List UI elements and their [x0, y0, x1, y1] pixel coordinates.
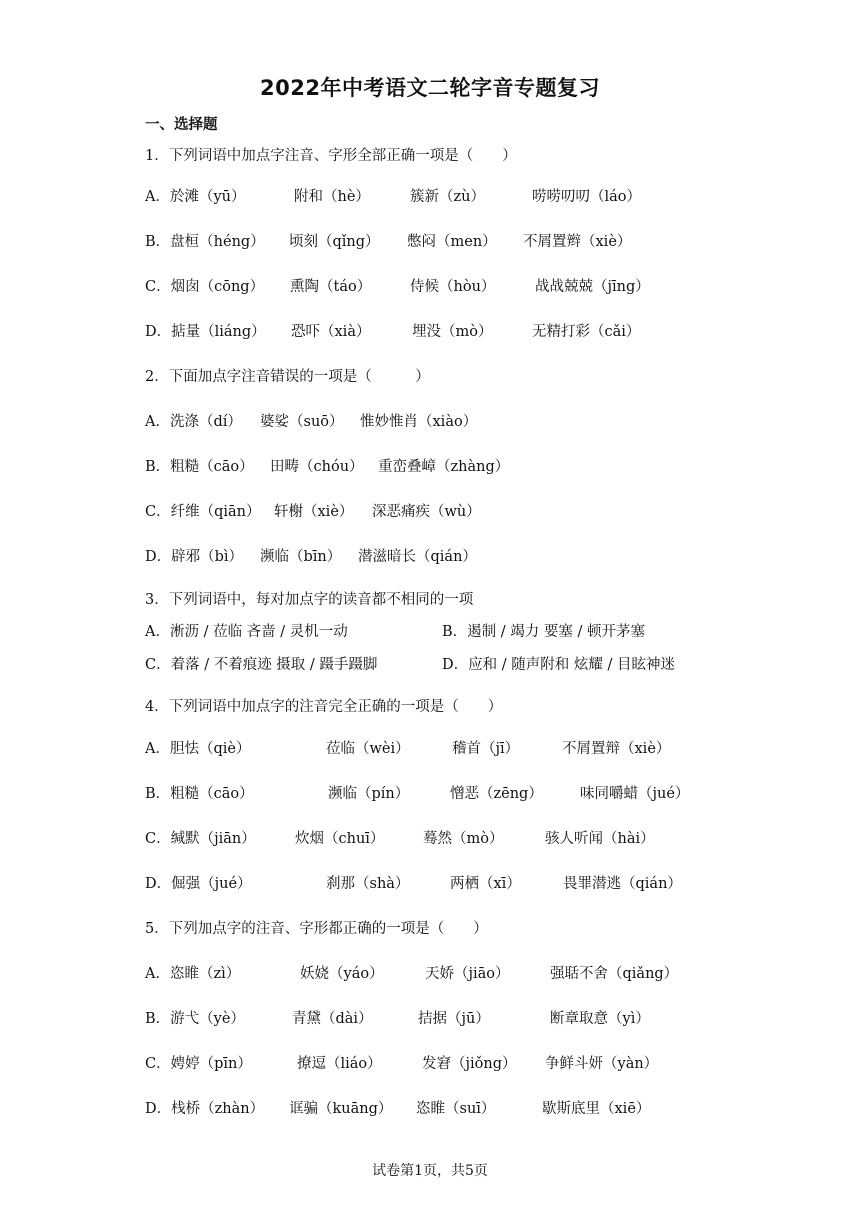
q5-a-item-3: 天娇（jiāo）: [425, 966, 510, 982]
q4-c-item-3: 蓦然（mò）: [423, 831, 504, 847]
q3-option-c[interactable]: C．着落 / 不着痕迹 摄取 / 蹑手蹑脚: [145, 657, 378, 673]
q3-option-a[interactable]: A．淅沥 / 莅临 吝啬 / 灵机一动: [145, 624, 348, 640]
q1-d-item-1: D．掂量（liáng）: [145, 324, 266, 340]
section-heading: 一、选择题: [145, 117, 218, 133]
q1-c-item-1: C．烟囱（cōng）: [145, 279, 265, 295]
q5-c-item-1: C．娉婷（pīn）: [145, 1056, 252, 1072]
q1-d-item-2: 恐吓（xià）: [291, 324, 371, 340]
q5-b-item-2: 青黛（dài）: [292, 1011, 373, 1027]
q1-b-item-3: 憋闷（men）: [407, 234, 497, 250]
q5-c-item-2: 撩逗（liáo）: [297, 1056, 382, 1072]
q5-a-item-2: 妖娆（yáo）: [300, 966, 384, 982]
q2-a-item-1: A．洗涤（dí）: [145, 414, 242, 430]
question-1-stem: 1．下列词语中加点字注音、字形全部正确一项是（ ）: [145, 148, 517, 164]
q1-a-item-2: 附和（hè）: [294, 189, 370, 205]
q1-a-item-3: 簇新（zù）: [410, 189, 485, 205]
q4-a-item-4: 不屑置辩（xiè）: [562, 741, 671, 757]
q4-b-item-2: 濒临（pín）: [328, 786, 410, 802]
q4-d-item-2: 刹那（shà）: [326, 876, 410, 892]
q4-b-item-1: B．粗糙（cāo）: [145, 786, 254, 802]
q2-c-item-2: 轩榭（xiè）: [274, 504, 354, 520]
q2-a-item-2: 婆娑（suō）: [260, 414, 344, 430]
q1-b-item-1: B．盘桓（héng）: [145, 234, 265, 250]
q4-a-item-3: 稽首（jī）: [452, 741, 520, 757]
q5-b-item-4: 断章取意（yì）: [550, 1011, 650, 1027]
q4-a-item-1: A．胆怯（qiè）: [145, 741, 251, 757]
q4-d-item-1: D．倔强（jué）: [145, 876, 252, 892]
q2-b-item-2: 田畴（chóu）: [270, 459, 364, 475]
page-footer: 试卷第1页，共5页: [372, 1163, 488, 1179]
q1-c-item-3: 侍候（hòu）: [410, 279, 496, 295]
q5-d-item-2: 诓骗（kuāng）: [289, 1101, 393, 1117]
q5-c-item-4: 争鲜斗妍（yàn）: [545, 1056, 659, 1072]
q5-b-item-1: B．游弋（yè）: [145, 1011, 245, 1027]
q3-option-d[interactable]: D．应和 / 随声附和 炫耀 / 目眩神迷: [442, 657, 675, 673]
q4-c-item-2: 炊烟（chuī）: [295, 831, 385, 847]
q4-d-item-3: 两栖（xī）: [450, 876, 521, 892]
q4-b-item-4: 味同嚼蜡（jué）: [580, 786, 690, 802]
question-4-stem: 4．下列词语中加点字的注音完全正确的一项是（ ）: [145, 699, 503, 715]
q4-d-item-4: 畏罪潜逃（qián）: [563, 876, 682, 892]
q3-option-b[interactable]: B．遏制 / 竭力 要塞 / 顿开茅塞: [442, 624, 645, 640]
q1-c-item-4: 战战兢兢（jīng）: [535, 279, 650, 295]
q5-b-item-3: 拮据（jū）: [418, 1011, 490, 1027]
q1-c-item-2: 熏陶（táo）: [290, 279, 372, 295]
q5-a-item-1: A．恣睢（zì）: [145, 966, 241, 982]
q2-d-item-3: 潜滋暗长（qián）: [358, 549, 477, 565]
q2-d-item-1: D．辟邪（bì）: [145, 549, 244, 565]
q5-d-item-4: 歇斯底里（xiē）: [542, 1101, 651, 1117]
q4-c-item-4: 骇人听闻（hài）: [545, 831, 655, 847]
q1-a-item-1: A．於滩（yū）: [145, 189, 246, 205]
q4-a-item-2: 莅临（wèi）: [326, 741, 410, 757]
page-title: 2022年中考语文二轮字音专题复习: [260, 76, 600, 100]
question-5-stem: 5．下列加点字的注音、字形都正确的一项是（ ）: [145, 921, 488, 937]
q4-c-item-1: C．缄默（jiān）: [145, 831, 256, 847]
q5-d-item-1: D．栈桥（zhàn）: [145, 1101, 265, 1117]
q2-c-item-3: 深恶痛疾（wù）: [372, 504, 481, 520]
q1-a-item-4: 唠唠叨叨（láo）: [532, 189, 642, 205]
question-3-stem: 3．下列词语中，每对加点字的读音都不相同的一项: [145, 592, 474, 608]
q2-a-item-3: 惟妙惟肖（xiào）: [360, 414, 478, 430]
q1-b-item-2: 顷刻（qǐng）: [289, 234, 380, 250]
q5-a-item-4: 强聒不舍（qiǎng）: [550, 966, 679, 982]
q5-c-item-3: 发窘（jiǒng）: [422, 1056, 517, 1072]
q4-b-item-3: 憎恶（zēng）: [450, 786, 543, 802]
q1-b-item-4: 不屑置辫（xiè）: [523, 234, 632, 250]
q2-c-item-1: C．纤维（qiān）: [145, 504, 261, 520]
q2-d-item-2: 濒临（bīn）: [260, 549, 342, 565]
q2-b-item-1: B．粗糙（cāo）: [145, 459, 254, 475]
question-2-stem: 2．下面加点字注音错误的一项是（ ）: [145, 369, 430, 385]
q2-b-item-3: 重峦叠嶂（zhàng）: [378, 459, 510, 475]
q1-d-item-4: 无精打彩（cǎi）: [532, 324, 641, 340]
q5-d-item-3: 恣睢（suī）: [416, 1101, 496, 1117]
q1-d-item-3: 埋没（mò）: [412, 324, 493, 340]
